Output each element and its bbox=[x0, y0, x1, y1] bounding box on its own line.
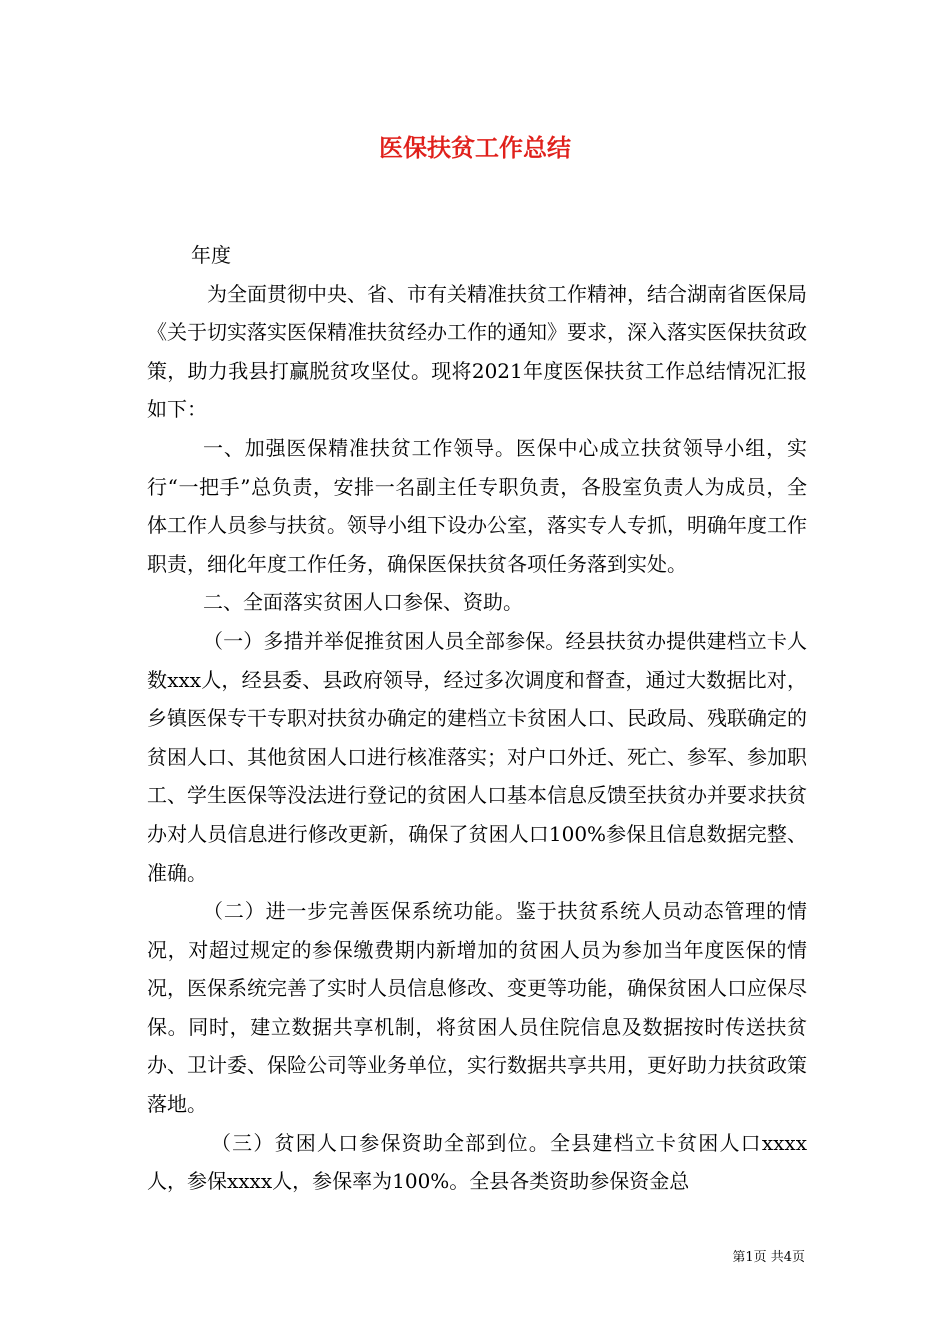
paragraph: 二、全面落实贫困人口参保、资助。 bbox=[203, 590, 523, 615]
paragraph: （二）进一步完善医保系统功能。鉴于扶贫系统人员动态管理的情况，对超过规定的参保缴费期内新增加的贫困人员为参加当年度医保的情况，医保系统完善了实时人员信息修改、变更等功能，确保贫困人口应保尽保。同时，建立数据共享机制，将贫困人员住院信息及数据按时传送扶贫办、卫计委、保险公司等业务单位，实行数据共享共用，更好助力扶贫政策落地。 bbox=[147, 899, 807, 1117]
paragraph: （三）贫困人口参保资助全部到位。全县建档立卡贫困人口xxxx人，参保xxxx人，参保率为100%。全县各类资助参保资金总 bbox=[147, 1130, 807, 1194]
page-number: 第1页 共4页 bbox=[732, 1250, 805, 1265]
paragraph: 一、加强医保精准扶贫工作领导。医保中心成立扶贫领导小组，实行“一把手”总负责，安排一名副主任专职负责，各股室负责人为成员，全体工作人员参与扶贫。领导小组下设办公室，落实专人专抓，明确年度工作职责，细化年度工作任务，确保医保扶贫各项任务落到实处。 bbox=[147, 435, 807, 576]
paragraph: 为全面贯彻中央、省、市有关精准扶贫工作精神，结合湖南省医保局《关于切实落实医保精准扶贫经办工作的通知》要求，深入落实医保扶贫政策，助力我县打赢脱贫攻坚仗。现将2021年度医保扶贫工作总结情况汇报如下： bbox=[147, 281, 807, 422]
document-body bbox=[147, 236, 807, 1201]
paragraph: （一）多措并举促推贫困人员全部参保。经县扶贫办提供建档立卡人数xxx人，经县委、县政府领导，经过多次调度和督查，通过大数据比对，乡镇医保专干专职对扶贫办确定的建档立卡贫困人口、民政局、残联确定的贫困人口、其他贫困人口进行核准落实；对户口外迁、死亡、参军、参加职工、学生医保等没法进行登记的贫困人口基本信息反馈至扶贫办并要求扶贫办对人员信息进行修改更新，确保了贫困人口100%参保且信息数据完整、准确。 bbox=[147, 628, 807, 885]
document-title: 医保扶贫工作总结 bbox=[379, 133, 571, 162]
paragraph: 年度 bbox=[191, 243, 231, 267]
